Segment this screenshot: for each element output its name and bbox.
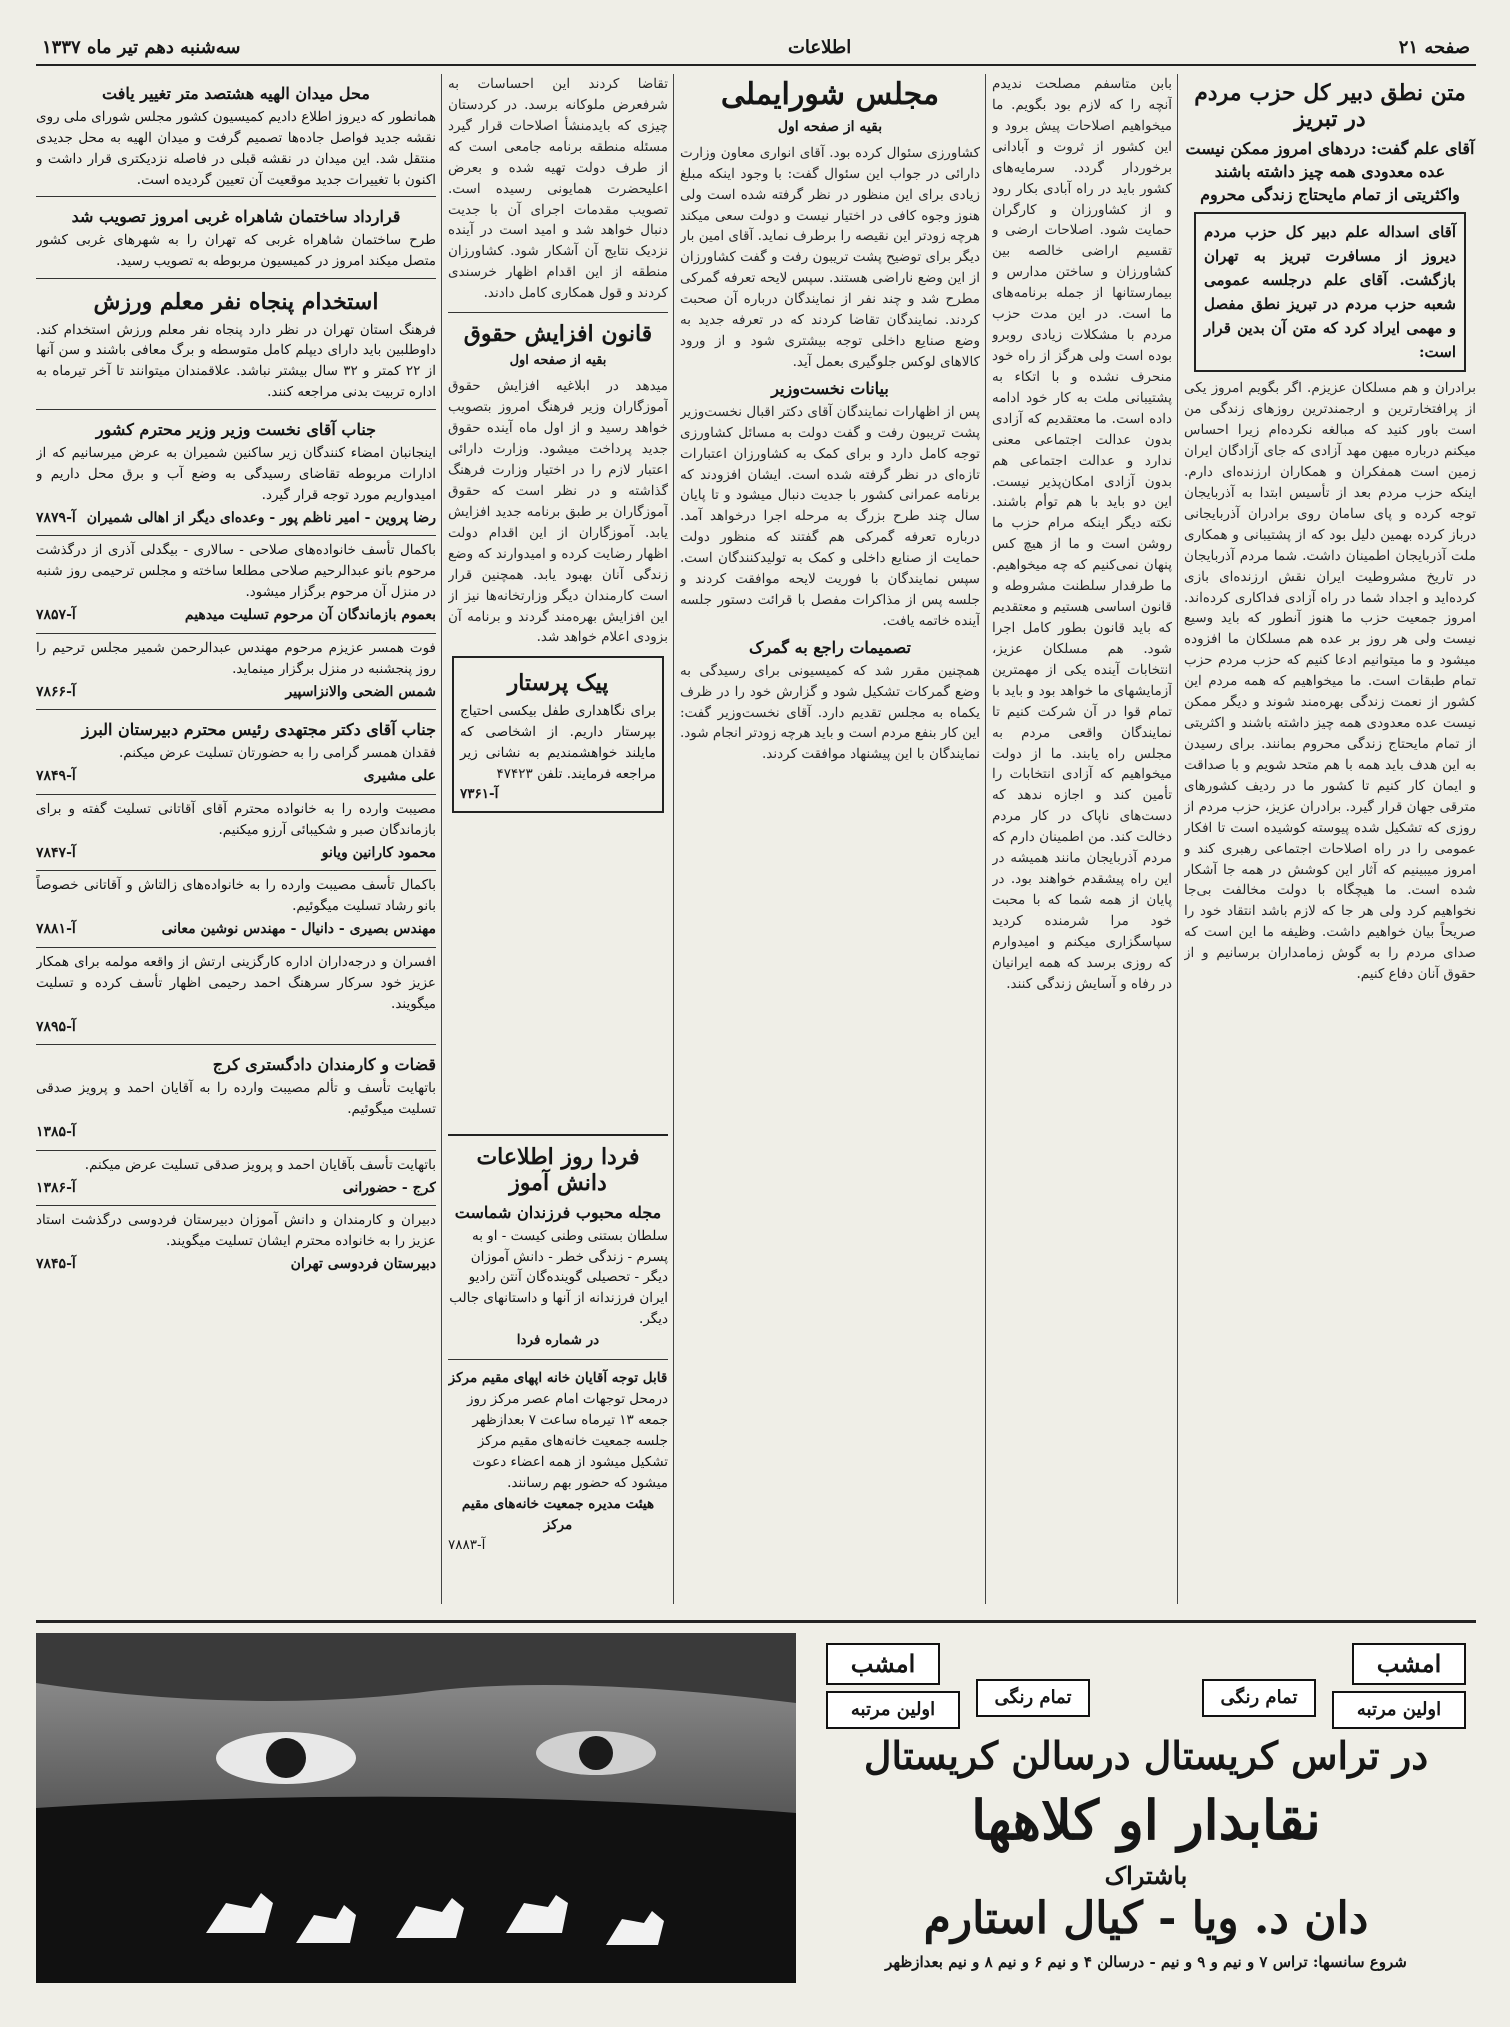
speech-subhead: آقای علم گفت: دردهای امروز ممکن نیست عده معدودی همه چیز داشته باشند واکثریتی از تمام مایحتاج زندگی محروم [1185,138,1475,205]
speech-body: برادران و هم مسلکان عزیزم. اگر بگویم امروز یکی از پرافتخارترین و ارجمندترین روزهای زندگی من است باور کنید که مبالغه نکرده‌ام زیرا احساس میکنم درباره میهن مهد آزادی که جای آزادگان ایران زمین است همفکران و همکاران ارزنده‌ای دارم. اینکه حزب مردم بعد از تأسیس ابتدا به آذربایجان توجه کرده و پای سامان روی برادران آذربایجانی درباز کرده بهمین دلیل بود که از پشتیبانی و همکاری ملت آذربایجان اطمینان داشت. شما مردم آذربایجان در تاریخ مشروطیت ایران نقش ارزنده‌ای بازی کرده‌اید و اجداد شما در راه آزادی فداکاری کرده‌اند. امروز جمعیت حزب ما هنوز آنطور که باید وسیع نیست ولی هر روز بر عده هم مسلکان ما افزوده میشود و ما میتوانیم ادعا کنیم که حزب مردم حزب تمام طبقات است. ما میخواهیم که همه مردم این کشور از نعمت زندگی بهره‌مند شوند و دیگر ممکن نیست عده معدودی همه چیز داشته باشند و اکثریتی از تمام مایحتاج زندگی محروم بمانند. برای رسیدن به این هدف باید همه با هم متحد شویم و با صداقت و ایمان کار کنیم تا کشور ما در ردیف کشورهای مترقی جهان قرار گیرد. برادران عزیز، حزب مردم از روزی که تشکیل شده پیوسته کوشیده است تا افکار عمومی را در راه اصلاحات اجتماعی رهبری کند و امروز میبینیم که آثار این کوشش در همه جا آشکار شده است. ما هیچگاه با دولت مخالفت بی‌جا نخواهیم کرد ولی هر جا که لازم باشد انتقاد خود را صریحاً بیان خواهیم داشت. وظیفه ما این است که صدای مردم را به گوش زمامداران برسانیم و از حقوق آنان دفاع کنیم. [1184,380,1476,983]
notice-condolence-4 [36,795,436,872]
notice-condolence-1 [36,536,436,633]
showtimes: شروع سانسها: تراس ۷ و نیم و ۹ و نیم - درسالن ۴ و نیم ۶ و نیم ۸ و نیم بعدازظهر [885,1953,1407,1971]
assembly-notice-body: درمحل توجهات امام عصر مرکز روز جمعه ۱۳ تیرماه ساعت ۷ بعدازظهر جلسه جمعیت خانه‌های مقیم مرکز تشکیل میشود از همه اعضاء دعوت میشود که حضور بهم رسانند. [466,1391,668,1491]
notice-signature: بعموم بازماندگان آن مرحوم تسلیت میدهیم [184,607,436,624]
notice-title: جناب آقای دکتر مجتهدی رئیس محترم دبیرستان البرز [81,720,436,740]
notice-title: محل میدان الهیه هشتصد متر تغییر یافت [102,84,370,103]
notice-code: آ-۷۸۹۵ [36,1018,76,1035]
notice-body: باکمال تأسف خانواده‌های صلاحی - سالاری - بیگدلی آذری از درگذشت مرحوم بانو عبدالرحیم صلاحی مطلعا ساخته و مجلس ترحیمی روز شنبه در منزل آن مرحوم برگزار میشود. [36,542,436,601]
assembly-notice-code: آ-۷۸۸۳ [448,1537,486,1554]
film-still-photo [36,1633,796,1983]
divider [448,312,668,313]
notice-condolence-3 [36,710,436,794]
salary-law-body: میدهد در ابلاغیه افزایش حقوق آموزگاران وزیر فرهنگ امروز بتصویب خواهد رسید و از اول ماه آینده حقوق جدید پرداخت میشود. وزارت دارائی اعتبار لازم را در اختیار وزارت فرهنگ گذاشته و در نظر است که حقوق آموزگاران بر طبق برنامه جدید افزایش یابد. آموزگاران از این اقدام دولت اظهار رضایت کرده و امیدوارند که وضع زندگی آنان بهبود یابد. همچنین قرار است کارمندان دیگر وزارتخانه‌ها نیز از این افزایش بهره‌مند گردند و برنامه آن بزودی اعلام خواهد شد. [448,378,668,646]
page-header [36,30,1476,66]
film-stars: دان د. ویا - کیال استارم [923,1893,1369,1944]
notice-signature: رضا پروین - امیر ناظم پور - وعده‌ای دیگر از اهالی شمیران [86,509,436,526]
column-speech-continued [992,74,1172,1604]
salary-law-headline: قانون افزایش حقوق [463,321,653,348]
cinema-advertisement [36,1620,1476,1993]
notice-body: فرهنگ استان تهران در نظر دارد پنجاه نفر معلم ورزش استخدام کند. داوطلبین باید دارای دیپلم کامل متوسطه و برگ معافی باشند و سن آنها از ۲۲ کمتر و ۳۲ سال بیشتر نباشد. علاقمندان میتوانند تا آخر تیرماه به اداره تربیت بدنی مراجعه کنند. [36,321,436,401]
notice-highway [36,197,436,279]
speech-intro-box: آقای اسداله علم دبیر کل حزب مردم دیروز از مسافرت تبریز به تهران بازگشت. آقای علم درجلسه عمومی شعبه حزب مردم در تبریز نطق مفصل و مهمی ایراد کرد که متن آن بدین قرار است: [1194,212,1466,372]
notice-body: مصیبت وارده را به خانواده محترم آقای آقاتانی تسلیت گفته و برای بازماندگان صبر و شکیبائی آرزو میکنیم. [36,800,436,838]
full-color-tag-left: تمام رنگی [976,1679,1090,1717]
cinema-venue: در تراس کریستال درسالن کریستال [863,1733,1429,1778]
notice-body: افسران و درجه‌داران اداره کارگزینی ارتش از واقعه مولمه برای همکار عزیز خود سرکار سرهنگ احمد رحیمی اظهار تأسف کرده و تسلیت میگویند. [36,953,436,1012]
notice-code: آ-۷۸۸۱ [36,921,76,938]
speech-continued-body: بابن متاسفم مصلحت ندیدم آنچه را که لازم بود بگویم. ما میخواهیم اصلاحات پیش برود و این کشور از ثروت و آبادانی برخوردار گردد. سرمایه‌های کشور باید در راه آبادی بکار رود و از کشاورزان و کارگران حمایت شود. اصلاحات ارضی و تقسیم اراضی خالصه بین کشاورزان و ساختن مدارس و بیمارستانها از جمله برنامه‌های ما است. در این مدت حزب مردم با مشکلات زیادی روبرو بوده است ولی هرگز از راه خود منحرف نشده و با اتکاء به پشتیبانی ملت به کار خود ادامه داده است. ما معتقدیم که آزادی بدون عدالت اجتماعی معنی ندارد و عدالت اجتماعی هم بدون آزادی امکان‌پذیر نیست. این دو باید با هم توأم باشند. نکته دیگر اینکه مرام حزب ما روشن است و ما از هیچ کس پنهان نمی‌کنیم که چه میخواهیم. ما طرفدار سلطنت مشروطه و قانون اساسی هستیم و معتقدیم که باید قانون بطور کامل اجرا شود. هم مسلکان عزیز، انتخابات آینده یکی از مهمترین آزمایشهای ما خواهد بود و باید با تمام قوا در آن شرکت کنیم تا نمایندگان واقعی مردم به مجلس راه یابند. ما از دولت میخواهیم که آزادی انتخابات را تأمین کند و اجازه ندهد که دست‌های ناپاک در کار مردم دخالت کند. من اطمینان دارم که مردم آذربایجان مانند همیشه در این راه پیشقدم خواهند بود. در پایان از همه شما که با محبت خود مرا شرمنده کردید سپاسگزاری میکنم و امیدوارم که روزی برسد که همه ایرانیان در رفاه و آسایش زندگی کنند. [992,76,1172,992]
notice-body: طرح ساختمان شاهراه غربی که تهران را به شهرهای غربی کشور متصل میکند امروز در کمیسیون مربوطه به تصویب رسید. [36,232,436,270]
notice-code: آ-۱۳۸۵ [36,1124,76,1140]
masked-face-illustration [36,1633,796,1983]
notice-code: آ-۱۳۸۶ [36,1179,76,1196]
tonight-tag-left: امشب [826,1643,940,1685]
first-time-tag: اولین مرتبه [1332,1691,1466,1729]
student-mag-body: سلطان بستنی وطنی کیست - او به پسرم - زندگی خطر - دانش آموزان دیگر - تحصیلی گوینده‌گان آنتن رادیو ایران فرزندانه از آنها و داستانهای جالب دیگر. [449,1227,668,1328]
notice-body: باتهایت تأسف بآقایان احمد و پرویز صدقی تسلیت عرض میکنم. [84,1156,436,1173]
notice-title: قرارداد ساختمان شاهراه غربی امروز تصویب شد [71,207,401,227]
notice-code: آ-۷۸۴۷ [36,844,76,861]
student-mag-footer: در شماره فردا [516,1332,600,1349]
column-divider [985,74,986,1604]
student-mag-title: فردا روز اطلاعات دانش آموز [476,1144,640,1197]
majlis-body: کشاورزی سئوال کرده بود. آقای انواری معاون وزارت دارائی در جواب این سئوال گفت: با وجود اینکه مبلغ زیادی برای این منظور در نظر گرفته شده است ولی هنوز وجوه کافی در اختیار نیست و دولت سعی میکند هرچه زودتر این نقیصه را برطرف نماید. آقای امین بار دیگر برای توضیح پشت تریبون رفت و گفت کشاورزان از این وضع ناراضی هستند. سپس لایحه تعرفه گمرکی مطرح شد و چند نفر از نمایندگان درباره آن صحبت کردند. نمایندگان تقاضا کردند که در تعرفه جدید به وضع صنایع داخلی توجه بیشتری شود و از ورود کالاهای لوکس جلوگیری بعمل آید. [680,144,980,371]
notice-body: باکمال تأسف مصیبت وارده را به خانواده‌های زالتاش و آقاتانی خصوصاً بانو رشاد تسلیت میگوئیم. [36,877,436,915]
notice-body: باتهایت تأسف و تألم مصیبت وارده را به آقایان احمد و پرویز صدقی تسلیت میگوئیم. [36,1080,436,1118]
notice-condolence-5 [36,871,436,948]
notice-signature: شمس الضحی والانزاسپیر [285,683,436,700]
notice-condolence-2 [36,634,436,711]
notice-signature: دبیرستان فردوسی تهران [290,1256,436,1273]
notice-body: همانطور که دیروز اطلاع دادیم کمیسیون کشور مجلس شورای ملی روی نقشه جدید فواصل جاده‌ها تصمیم گرفت و میدان الهیه به محل جدیدی منتقل شد. این میدان در نقشه قبلی در فاصله نزدیکتری قرار داشت و اکنون با تغییرات جدید موقعیت آن تعیین گردیده است. [36,108,436,188]
notice-condolence-7 [36,1045,436,1150]
column-divider [1177,74,1178,1604]
notice-body: فقدان همسر گرامی را به حضورتان تسلیت عرض میکنم. [118,745,436,762]
column-divider [673,74,674,1604]
majlis-section-customs: تصمیمات راجع به گمرک [749,637,911,657]
notice-body: اینجانبان امضاء کنندگان زیر ساکنین شمیران به عرض میرسانیم که از ادارات مربوطه تقاضای رسیدگی به وضع آب و برق محل داریم و امیدواریم مورد توجه قرار گیرد. [36,445,436,503]
student-mag-subtitle: مجله محبوب فرزندان شماست [454,1202,662,1222]
notice-code: آ-۷۸۶۶ [36,683,76,700]
newspaper-page [36,30,1476,2000]
columns-area [36,74,1476,1604]
majlis-section-pm: بیانات نخست‌وزیر [771,378,889,398]
notice-sports-teachers [36,279,436,410]
column-divider [441,74,442,1604]
newspaper-name: اطلاعات [787,36,852,58]
notice-signature: کرج - حضورانی [342,1179,436,1196]
majlis-headline: مجلس شورایملی [720,77,940,112]
nurse-ad [452,656,664,813]
tonight-tag: امشب [1352,1643,1466,1685]
notice-code: آ-۷۸۷۹ [36,509,76,526]
notice-condolence-6 [36,948,436,1045]
nurse-ad-headline: پیک پرستار [507,670,609,697]
kurdistan-body: تقاضا کردند این احساسات به شرفعرض ملوکانه برسد. در کردستان چیزی که بایدمنشأ اصلاحات قرار گیرد مسئله منطقه برنامه جامعی است که از طرف دولت تهیه شده و بعرض اعلیحضرت همایونی رسیده است. تصویب مقدمات اجرای آن با جدیت دنبال خواهد شد و امید است در آینده نزدیک نتایج آن آشکار شود. کشاورزان منطقه از این اقدام اظهار خرسندی کردند و قول همکاری کامل دادند. [448,76,668,302]
notice-body: فوت همسر عزیزم مرحوم مهندس عبدالرحمن شمیر مجلس ترحیم را روز پنجشنبه در منزل برگزار مینماید. [36,639,436,677]
first-time-tag-left: اولین مرتبه [826,1691,960,1729]
page-number: صفحه ۲۱ [1398,36,1470,58]
notice-code: آ-۷۸۴۹ [36,768,76,785]
notice-code: آ-۷۸۵۷ [36,607,76,624]
speech-headline: متن نطق دبیر کل حزب مردم در تبریز [1194,80,1466,133]
notice-signature: مهندس بصیری - دانیال - مهندس نوشین معانی [161,921,436,938]
assembly-notice-sig: هیئت مدیره جمعیت خانه‌ها‌ی مقیم مرکز [461,1495,655,1533]
majlis-body-3: همچنین مقرر شد که کمیسیونی برای رسیدگی به وضع گمرکات تشکیل شود و گزارش خود را در ظرف یکماه به مجلس تقدیم دارد. آقای نخست‌وزیر گفت: این کار بنفع مردم است و باید هرچه زودتر انجام شود. نمایندگان با این پیشنهاد موافقت کردند. [680,662,980,763]
notice-title: قضات و کارمندان دادگستری کرج [212,1055,436,1075]
column-salary-law [448,74,668,1124]
nurse-ad-body: برای نگاهداری طفل بیکسی احتیاج بپرستار داریم. از اشخاصی که مایلند خواهشمندیم به نشانی زیر مراجعه فرمایند. تلفن ۴۷۴۲۳ [460,702,656,782]
assembly-notice-title: قابل توجه آقایان خانه اپهای مقیم مرکز [448,1370,668,1387]
notice-body: دبیران و کارمندان و دانش آموزان دبیرستان فردوسی درگذشت استاد عزیز را به خانواده محترم ایشان تسلیت میگویند. [36,1212,436,1250]
film-title: نقابدار او کلاهها [971,1788,1321,1852]
column-party-speech [1184,74,1476,1604]
notice-code: آ-۷۸۴۵ [36,1256,76,1273]
notice-condolence-8 [36,1151,436,1207]
full-color-tag: تمام رنگی [1202,1679,1316,1717]
bottom-center-block [448,1134,668,1606]
notice-elahieh [36,74,436,197]
notice-petition [36,410,436,536]
notice-title: استخدام پنجاه نفر معلم ورزش [93,289,379,316]
notice-title: جناب آقای نخست وزیر وزیر محترم کشور [95,420,377,440]
salary-law-subhead: بقیه از صفحه اول [509,352,607,368]
notice-signature: علی مشیری [363,768,436,785]
column-notices [36,74,436,1604]
ad-text-panel [816,1633,1476,1983]
majlis-body-2: پس از اظهارات نمایندگان آقای دکتر اقبال نخست‌وزیر پشت تریبون رفت و گفت دولت به مسائل کشاورزی توجه کامل دارد و برای کمک به کشاورزان اعتبارات تازه‌ای در نظر گرفته شده است. ایشان افزودند که برنامه عمرانی کشور با جدیت دنبال میشود و تا پایان سال چند طرح بزرگ به مرحله اجرا درخواهد آمد. درباره تعرفه گمرکی هم گفتند که منظور دولت حمایت از صنایع داخلی و کمک به تولیدکنندگان است. سپس نمایندگان با فوریت لایحه موافقت کردند و جلسه پس از مذاکرات مفصل با قرائت دستور جلسه آینده خاتمه یافت. [680,403,980,629]
column-majlis [680,74,980,1604]
majlis-subhead: بقیه از صفحه اول [777,118,883,135]
nurse-ad-code: آ-۷۳۶۱ [460,786,499,803]
notice-signature: محمود کارانین ویانو [321,844,436,861]
divider [448,1359,668,1360]
cast-label: باشتراک [1104,1861,1188,1890]
notice-condolence-9 [36,1206,436,1282]
issue-date: سه‌شنبه دهم تیر ماه ۱۳۳۷ [42,36,241,58]
